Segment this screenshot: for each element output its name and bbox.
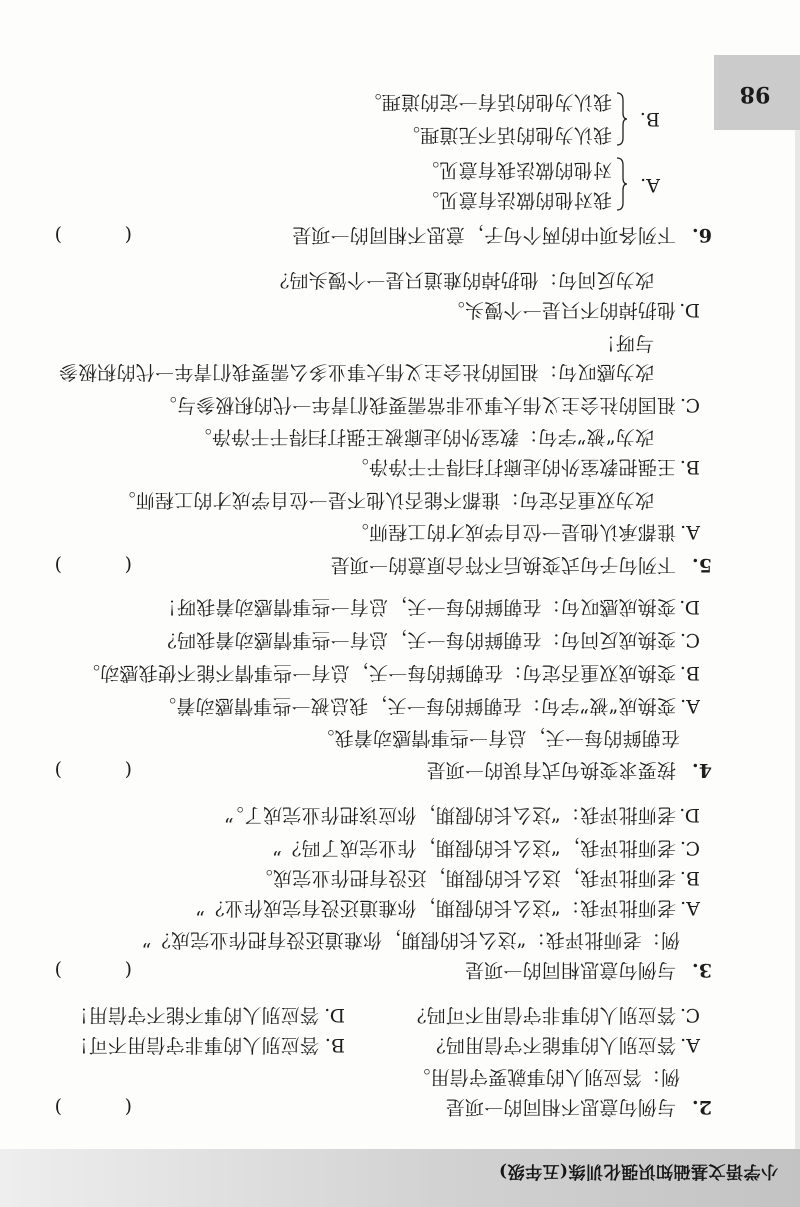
example-sentence: 例：老师批评我：“这么长的假期，你难道还没有把作业完成？” — [141, 929, 680, 951]
option-a-sentence-2: 对他的做法我有意见。 — [419, 159, 612, 181]
option-a-text: 答应别人的事能不守信用吗？ — [426, 1034, 676, 1056]
option-a-text: 变换成“被”字句：在朝鲜的每一天，我总被一些事情感动着。 — [156, 695, 676, 717]
book-title: 小学语文基础知识强化训练(五年级) — [498, 1161, 778, 1181]
option-d-rewrite: 改为反问句：他扔掉的难道只是一个馒头吗？ — [269, 269, 654, 291]
option-d-text: 变换成感叹句：在朝鲜的每一天，总有一些事情感动着我呀！ — [157, 596, 676, 618]
question-number: 4. — [691, 759, 712, 781]
option-b-text: 老师批评我，这么长的假期，还没有把作业完成。 — [253, 867, 676, 889]
page-number: 98 — [739, 81, 771, 107]
option-b-sentence-1: 我认为他的话不无道理。 — [400, 124, 612, 146]
question-stem: 与例句意思不相同的一项是 — [445, 1096, 676, 1118]
question-stem: 按要求变换句式有误的一项是 — [426, 759, 676, 781]
option-b-label: B. — [639, 108, 660, 130]
curly-brace-a — [616, 156, 628, 212]
option-c-text: 变换成反问句：在朝鲜的每一天，总有一些事情感动着我吗？ — [157, 629, 676, 651]
question-number: 5. — [691, 554, 712, 576]
page-edge-strip — [795, 130, 800, 1149]
option-a-sentence-1: 我对他的做法有意见。 — [419, 189, 612, 211]
option-d-label: D. — [679, 596, 700, 618]
option-d-label: D. — [324, 1004, 345, 1026]
option-c-label: C. — [679, 837, 700, 859]
option-b-text: 变换成双重否定句：在朝鲜的每一天，总有一些事情不能不使我感动。 — [80, 662, 676, 684]
question-number: 6. — [691, 224, 712, 246]
option-c-text: 答应别人的事非守信用不可吗？ — [407, 1004, 676, 1026]
option-b-label: B. — [679, 867, 700, 889]
option-c-rewrite-continued: 与呀！ — [596, 332, 654, 354]
option-b-text: 答应别人的事非守信用不可！ — [69, 1034, 319, 1056]
option-b-rewrite: 改为“被”字句：教室外的走廊被王强打扫得干干净净。 — [192, 426, 654, 448]
curly-brace-b — [616, 91, 628, 147]
option-a-label: A. — [679, 1034, 700, 1056]
option-b-sentence-2: 我认为他的话有一定的道理。 — [362, 91, 612, 113]
option-d-text: 答应别人的事不能不守信用！ — [69, 1004, 319, 1026]
option-a-text: 谁都承认他是一位自学成才的工程师。 — [349, 521, 676, 543]
option-c-label: C. — [679, 1004, 700, 1026]
question-number: 2. — [691, 1096, 712, 1118]
option-c-text: 祖国的社会主义伟大事业非常需要我们青年一代的积极参与。 — [157, 394, 676, 416]
option-a-rewrite: 改为双重否定句：谁都不能否认他不是一位自学成才的工程师。 — [116, 489, 654, 511]
given-sentence: 在朝鲜的每一天，总有一些事情感动着我。 — [315, 727, 680, 749]
option-d-label: D. — [679, 804, 700, 826]
option-a-label: A. — [679, 695, 700, 717]
option-b-text: 王强把教室外的走廊打扫得干干净净。 — [349, 456, 676, 478]
option-c-label: C. — [679, 629, 700, 651]
option-c-text: 老师批评我，“这么长的假期，作业完成了吗？” — [272, 837, 676, 859]
question-stem: 下列句子句式变换后不符合原意的一项是 — [330, 554, 676, 576]
option-b-label: B. — [679, 662, 700, 684]
answer-blank: ( ) — [54, 959, 132, 981]
option-a-label: A. — [639, 174, 660, 196]
option-b-label: B. — [324, 1034, 345, 1056]
answer-blank: ( ) — [54, 224, 132, 246]
example-sentence: 例：答应别人的事就要守信用。 — [411, 1066, 680, 1088]
option-a-text: 老师批评我：“这么长的假期，你难道还没有完成作业？” — [195, 897, 676, 919]
option-d-label: D. — [679, 299, 700, 321]
question-number: 3. — [691, 959, 712, 981]
answer-blank: ( ) — [54, 1096, 132, 1118]
option-a-label: A. — [679, 521, 700, 543]
question-stem: 下列各项中的两个句子，意思不相同的一项是 — [291, 224, 676, 246]
option-c-label: C. — [679, 394, 700, 416]
answer-blank: ( ) — [54, 554, 132, 576]
option-a-label: A. — [679, 897, 700, 919]
answer-blank: ( ) — [54, 759, 132, 781]
option-b-label: B. — [679, 456, 700, 478]
option-c-rewrite: 改为感叹句：祖国的社会主义伟大事业多么需要我们青年一代的积极参 — [58, 361, 654, 383]
option-d-text: 老师批评我：“这么长的假期，你应该把作业完成了。” — [224, 804, 676, 826]
option-d-text: 他扔掉的不只是一个馒头。 — [445, 299, 676, 321]
question-stem: 与例句意思相同的一项是 — [464, 959, 676, 981]
